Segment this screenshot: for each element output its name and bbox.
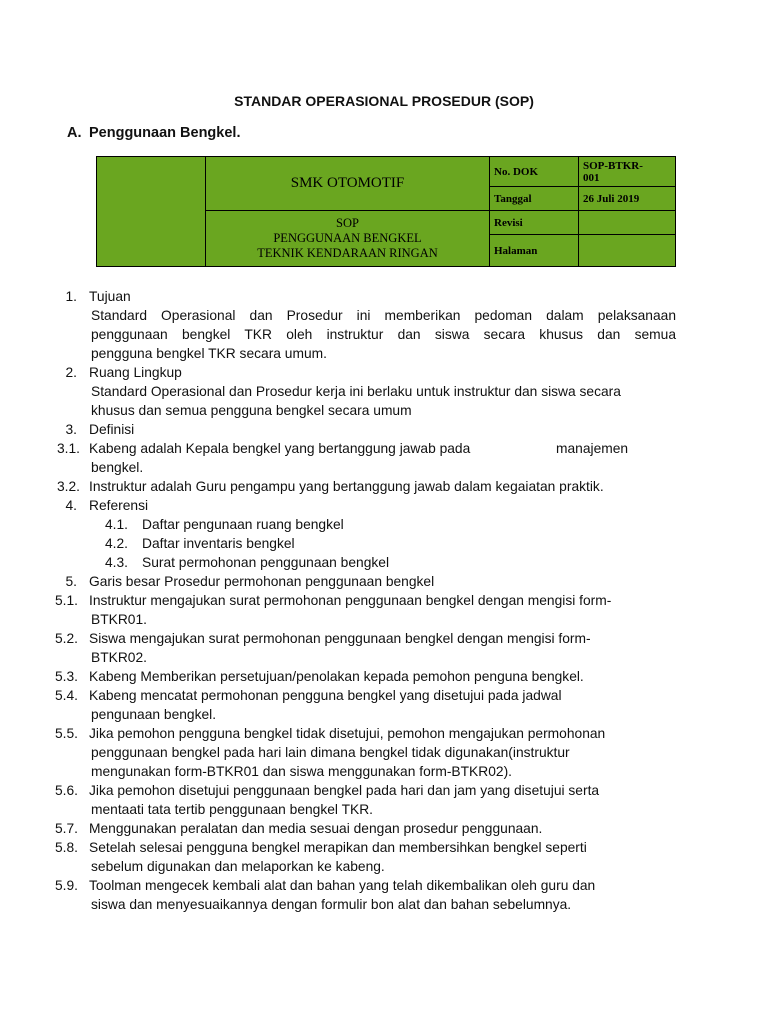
list-heading: Garis besar Prosedur permohonan penggunaan bengkel <box>89 574 435 589</box>
list-number: 5. <box>65 574 77 589</box>
paragraph-line <box>0 325 768 344</box>
paragraph-text: sebelum digunakan dan melaporkan ke kabeng. <box>91 859 385 874</box>
halaman-value <box>579 235 676 267</box>
document-title: STANDAR OPERASIONAL PROSEDUR (SOP) <box>234 93 534 109</box>
section-number: A. <box>67 125 82 141</box>
paragraph-line <box>0 762 768 781</box>
list-text: Kabeng mencatat permohonan pengguna bengkel yang disetujui pada jadwal <box>89 688 562 703</box>
paragraph-text: BTKR02. <box>91 650 147 665</box>
list-text: Instruktur adalah Guru pengampu yang bertanggung jawab dalam kegaiatan praktik. <box>89 479 604 494</box>
list-text: Daftar pengunaan ruang bengkel <box>142 517 344 532</box>
no-dok-value <box>579 157 676 187</box>
procedure-item <box>0 629 768 648</box>
procedure-item <box>0 838 768 857</box>
reference-item <box>0 515 768 534</box>
halaman-label: Halaman <box>490 235 579 267</box>
paragraph-line <box>0 743 768 762</box>
no-dok-value-line2: 001 <box>583 171 600 184</box>
reference-item <box>0 534 768 553</box>
list-number: 5.2. <box>54 631 78 646</box>
logo-cell <box>97 157 206 267</box>
list-text: Siswa mengajukan surat permohonan penggunaan bengkel dengan mengisi form- <box>89 631 591 646</box>
list-number: 5.9. <box>54 878 78 893</box>
list-number: 5.4. <box>54 688 78 703</box>
paragraph-line <box>0 401 768 420</box>
school-name: SMK OTOMOTIF <box>206 157 490 211</box>
list-number: 3.1. <box>56 441 80 456</box>
list-number: 4.3. <box>104 555 128 570</box>
procedure-item <box>0 724 768 743</box>
list-number: 2. <box>65 365 77 380</box>
paragraph-line <box>0 382 768 401</box>
paragraph-text: Standard Operasional dan Prosedur ini memberikan pedoman dalam pelaksanaan <box>91 308 676 323</box>
paragraph-line <box>0 610 768 629</box>
procedure-item <box>0 686 768 705</box>
sop-title-line2: PENGGUNAAN BENGKEL <box>273 231 422 245</box>
sop-title-line1: SOP <box>336 216 359 230</box>
list-number: 1. <box>65 289 77 304</box>
procedure-item <box>0 876 768 895</box>
list-text: Daftar inventaris bengkel <box>142 536 295 551</box>
paragraph-text: mentaati tata tertib penggunaan bengkel TKR. <box>91 802 374 817</box>
paragraph-text: Standard Operasional dan Prosedur kerja ini berlaku untuk instruktur dan siswa secara <box>91 384 621 399</box>
list-heading: Definisi <box>89 422 135 437</box>
paragraph-line <box>0 857 768 876</box>
list-number: 5.5. <box>54 726 78 741</box>
section-4-heading <box>0 496 768 515</box>
paragraph-text: khusus dan semua pengguna bengkel secara umum <box>91 403 412 418</box>
paragraph-text: bengkel. <box>91 460 144 475</box>
procedure-item <box>0 667 768 686</box>
paragraph-line <box>0 705 768 724</box>
section-2-heading <box>0 363 768 382</box>
no-dok-label: No. DOK <box>490 157 579 187</box>
definition-item <box>0 477 768 496</box>
list-number: 5.7. <box>54 821 78 836</box>
revisi-label: Revisi <box>490 211 579 235</box>
paragraph-line <box>0 344 768 363</box>
list-text: manajemen <box>556 441 629 456</box>
paragraph-text: penggunaan bengkel pada hari lain dimana bengkel tidak digunakan(instruktur <box>91 745 570 760</box>
list-number: 4.1. <box>104 517 128 532</box>
section-5-heading <box>0 572 768 591</box>
list-number: 5.1. <box>54 593 78 608</box>
revisi-value <box>579 211 676 235</box>
list-text: Instruktur mengajukan surat permohonan penggunaan bengkel dengan mengisi form- <box>89 593 612 608</box>
list-number: 5.6. <box>54 783 78 798</box>
section-1-heading <box>0 287 768 306</box>
document-body <box>0 287 768 914</box>
tanggal-label: Tanggal <box>490 187 579 211</box>
paragraph-line <box>0 800 768 819</box>
list-text: Menggunakan peralatan dan media sesuai dengan prosedur penggunaan. <box>89 821 543 836</box>
list-heading: Tujuan <box>89 289 131 304</box>
list-number: 3. <box>65 422 77 437</box>
paragraph-text: mengunakan form-BTKR01 dan siswa menggunakan form-BTKR02). <box>91 764 513 779</box>
sop-header-table <box>96 156 676 267</box>
list-number: 4.2. <box>104 536 128 551</box>
section-3-heading <box>0 420 768 439</box>
paragraph-text: BTKR01. <box>91 612 147 627</box>
list-text: Surat permohonan penggunaan bengkel <box>142 555 390 570</box>
list-text: Jika pemohon disetujui penggunaan bengkel pada hari dan jam yang disetujui serta <box>89 783 600 798</box>
list-heading: Referensi <box>89 498 149 513</box>
list-text: Kabeng Memberikan persetujuan/penolakan kepada pemohon penguna bengkel. <box>89 669 584 684</box>
procedure-item <box>0 781 768 800</box>
no-dok-value-line1: SOP-BTKR- <box>583 159 643 172</box>
paragraph-line <box>0 458 768 477</box>
section-heading <box>67 125 240 141</box>
paragraph-line <box>0 306 768 325</box>
list-number: 5.8. <box>54 840 78 855</box>
procedure-item <box>0 819 768 838</box>
paragraph-line <box>0 895 768 914</box>
paragraph-text: penggunaan bengkel TKR oleh instruktur dan siswa secara khusus dan semua <box>91 327 676 342</box>
list-heading: Ruang Lingkup <box>89 365 182 380</box>
section-label: Penggunaan Bengkel. <box>89 125 241 141</box>
tanggal-value: 26 Juli 2019 <box>579 187 676 211</box>
list-text: Setelah selesai pengguna bengkel merapikan dan membersihkan bengkel seperti <box>89 840 587 855</box>
procedure-item <box>0 591 768 610</box>
list-text: Kabeng adalah Kepala bengkel yang bertanggung jawab pada <box>89 441 471 456</box>
paragraph-text: pengguna bengkel TKR secara umum. <box>91 346 327 361</box>
list-number: 3.2. <box>56 479 80 494</box>
list-text: Toolman mengecek kembali alat dan bahan yang telah dikembalikan oleh guru dan <box>89 878 596 893</box>
sop-title <box>206 211 490 267</box>
reference-item <box>0 553 768 572</box>
definition-item <box>0 439 768 458</box>
paragraph-text: siswa dan menyesuaikannya dengan formulir bon alat dan bahan sebelumnya. <box>91 897 572 912</box>
paragraph-text: pengunaan bengkel. <box>91 707 217 722</box>
list-number: 5.3. <box>54 669 78 684</box>
paragraph-line <box>0 648 768 667</box>
sop-title-line3: TEKNIK KENDARAAN RINGAN <box>257 246 438 260</box>
list-text: Jika pemohon pengguna bengkel tidak disetujui, pemohon mengajukan permohonan <box>89 726 606 741</box>
list-number: 4. <box>65 498 77 513</box>
